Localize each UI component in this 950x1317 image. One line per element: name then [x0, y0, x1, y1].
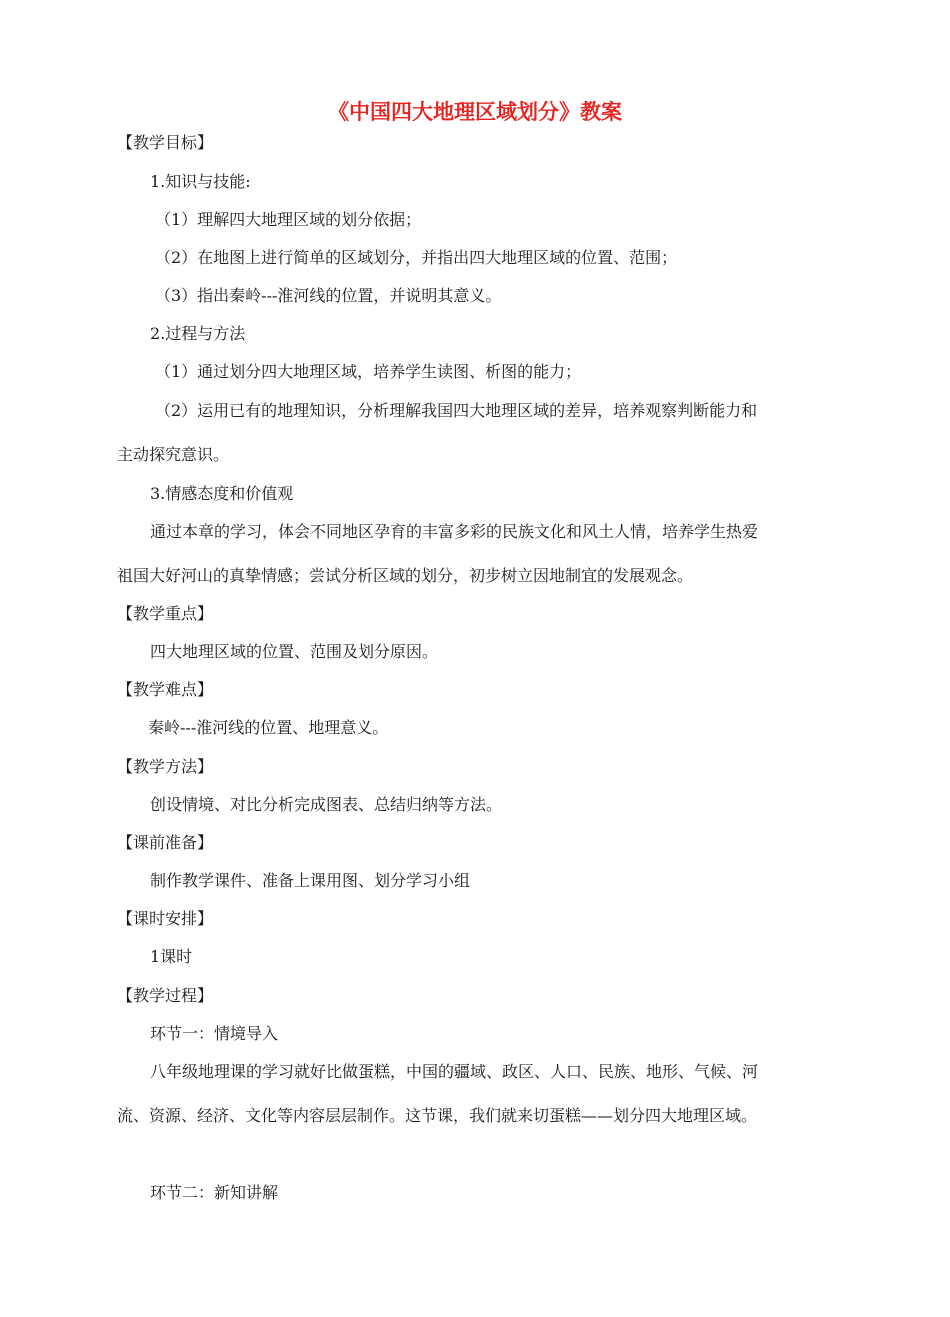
objective-item: （3）指出秦岭---淮河线的位置，并说明其意义。	[155, 286, 502, 305]
subheading-emotion-values: 3.情感态度和价值观	[150, 484, 294, 503]
subheading-step-two: 环节二：新知讲解	[150, 1183, 279, 1202]
paragraph-continuation: 主动探究意识。	[117, 445, 230, 464]
objective-item: （1）理解四大地理区域的划分依据；	[155, 210, 422, 229]
objective-item: （1）通过划分四大地理区域，培养学生读图、析图的能力；	[155, 362, 582, 381]
paragraph: 通过本章的学习，体会不同地区孕育的丰富多彩的民族文化和风土人情，培养学生热爱	[150, 522, 759, 541]
heading-difficult-points: 【教学难点】	[117, 680, 214, 699]
heading-schedule: 【课时安排】	[117, 909, 214, 928]
objective-item: （2）在地图上进行简单的区域划分，并指出四大地理区域的位置、范围；	[155, 248, 678, 267]
heading-teaching-objectives: 【教学目标】	[117, 133, 214, 152]
document-title: 《中国四大地理区域划分》教案	[328, 100, 622, 124]
paragraph: 秦岭---淮河线的位置、地理意义。	[148, 718, 389, 737]
paragraph-continuation: 流、资源、经济、文化等内容层层制作。这节课，我们就来切蛋糕——划分四大地理区域。	[117, 1106, 758, 1125]
subheading-step-one: 环节一：情境导入	[150, 1024, 279, 1043]
heading-key-points: 【教学重点】	[117, 604, 214, 623]
heading-teaching-methods: 【教学方法】	[117, 757, 214, 776]
objective-item: （2）运用已有的地理知识，分析理解我国四大地理区域的差异，培养观察判断能力和	[155, 401, 758, 420]
subheading-knowledge-skills: 1.知识与技能:	[150, 172, 251, 191]
heading-preparation: 【课前准备】	[117, 833, 214, 852]
paragraph: 创设情境、对比分析完成图表、总结归纳等方法。	[150, 795, 503, 814]
paragraph: 制作教学课件、准备上课用图、划分学习小组	[150, 871, 471, 890]
paragraph-continuation: 祖国大好河山的真挚情感；尝试分析区域的划分，初步树立因地制宜的发展观念。	[117, 566, 694, 585]
paragraph: 八年级地理课的学习就好比做蛋糕，中国的疆域、政区、人口、民族、地形、气候、河	[150, 1062, 759, 1081]
paragraph: 四大地理区域的位置、范围及划分原因。	[150, 642, 439, 661]
subheading-process-method: 2.过程与方法	[150, 324, 246, 343]
paragraph: 1课时	[150, 947, 193, 966]
heading-teaching-process: 【教学过程】	[117, 986, 214, 1005]
